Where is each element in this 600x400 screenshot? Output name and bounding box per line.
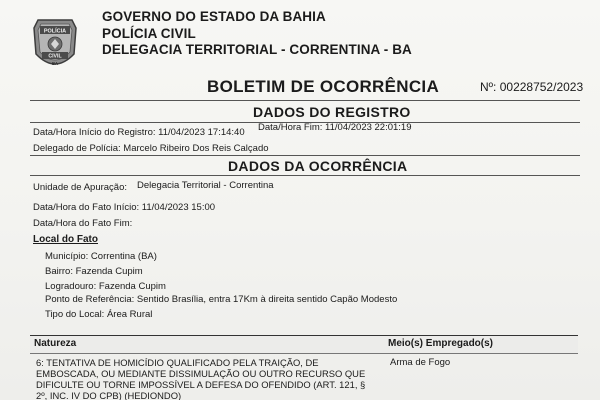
divider: [30, 100, 580, 101]
column-header-meio: Meio(s) Empregado(s): [388, 338, 494, 349]
natureza-line-1: 6: TENTATIVA DE HOMICÍDIO QUALIFICADO PELA TRAIÇÃO, DE: [36, 357, 319, 368]
org-line-2: POLÍCIA CIVIL: [102, 26, 196, 41]
local-referencia: Ponto de Referência: Sentido Brasília, entra 17Km à direita sentido Capão Modesto: [45, 294, 398, 305]
local-municipio: Município: Correntina (BA): [45, 251, 157, 262]
column-header-natureza: Natureza: [34, 338, 77, 349]
police-badge-icon: [30, 14, 80, 74]
fato-fim: Data/Hora do Fato Fim:: [33, 218, 133, 229]
section-heading-registro: DADOS DO REGISTRO: [253, 104, 411, 120]
unidade-value: Delegacia Territorial - Correntina: [137, 180, 274, 191]
local-heading: Local do Fato: [33, 234, 98, 245]
badge-text-state: BA: [51, 61, 59, 66]
natureza-line-4: 2º, INC. IV DO CPB) (HEDIONDO): [36, 390, 182, 400]
local-logradouro: Logradouro: Fazenda Cupim: [45, 281, 166, 292]
document-number: Nº: 00228752/2023: [480, 80, 584, 94]
meio-value: Arma de Fogo: [390, 357, 451, 368]
document-title: BOLETIM DE OCORRÊNCIA: [207, 77, 440, 96]
org-line-3: DELEGACIA TERRITORIAL - CORRENTINA - BA: [102, 42, 412, 57]
local-tipo: Tipo do Local: Área Rural: [45, 309, 153, 320]
section-heading-ocorrencia: DADOS DA OCORRÊNCIA: [228, 158, 408, 174]
registro-fim: Data/Hora Fim: 11/04/2023 22:01:19: [258, 122, 412, 133]
divider: [30, 175, 580, 176]
registro-inicio: Data/Hora Início do Registro: 11/04/2023 17:14:40: [33, 127, 245, 138]
divider: [30, 155, 580, 156]
natureza-line-3: DIFICULTE OU TORNE IMPOSSÍVEL A DEFESA DO OFENDIDO (ART. 121, §: [36, 379, 366, 390]
table-header: [30, 335, 578, 354]
local-bairro: Bairro: Fazenda Cupim: [45, 266, 143, 277]
badge-text-bottom: CIVIL: [48, 53, 62, 60]
natureza-line-2: EMBOSCADA, OU MEDIANTE DISSIMULAÇÃO OU OUTRO RECURSO QUE: [36, 368, 366, 379]
unidade-label: Unidade de Apuração:: [33, 182, 128, 193]
badge-text-top: POLÍCIA: [43, 28, 67, 35]
org-line-1: GOVERNO DO ESTADO DA BAHIA: [102, 9, 326, 24]
registro-delegado: Delegado de Polícia: Marcelo Ribeiro Dos Reis Calçado: [33, 143, 269, 154]
fato-inicio: Data/Hora do Fato Início: 11/04/2023 15:00: [33, 202, 216, 213]
